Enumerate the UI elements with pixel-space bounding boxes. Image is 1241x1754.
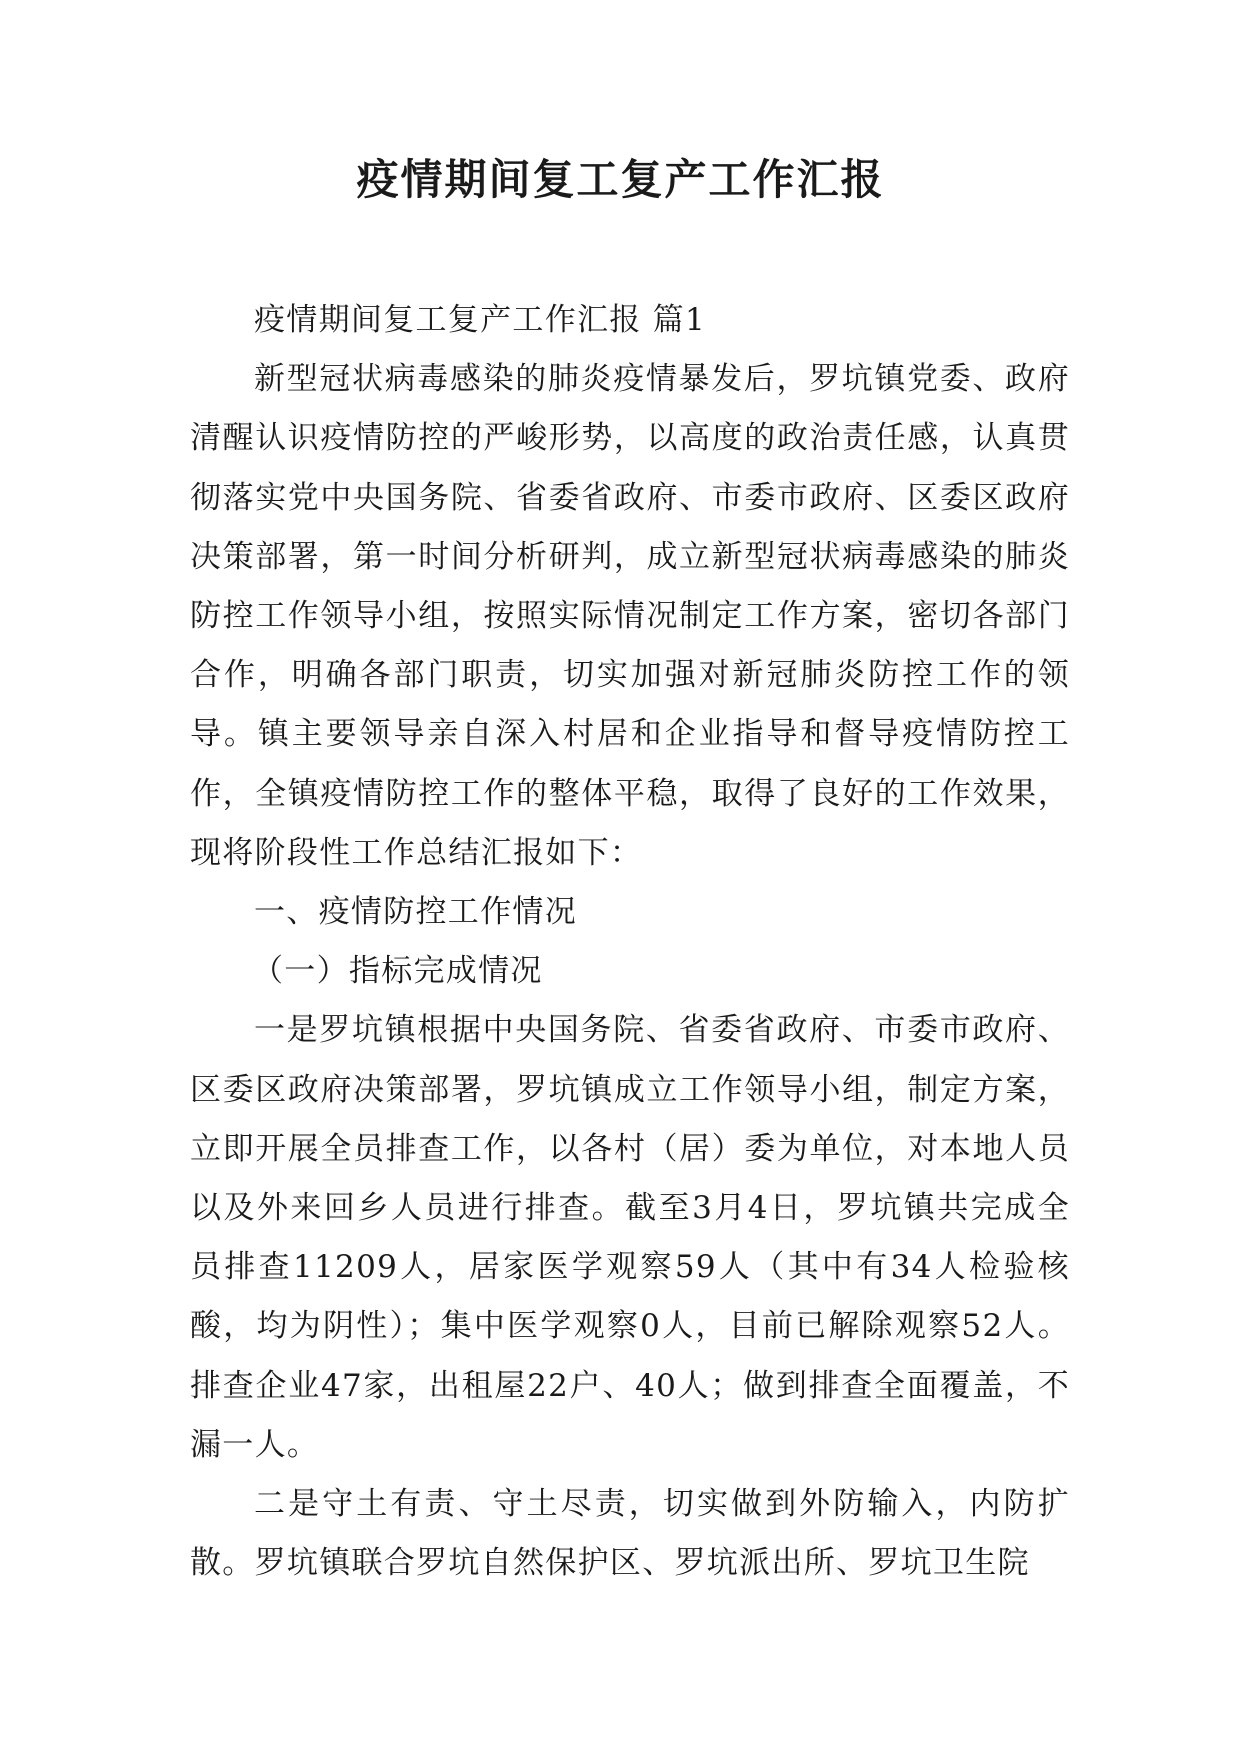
- heading-level-1: 一、疫情防控工作情况: [254, 894, 577, 931]
- section-heading: 疫情期间复工复产工作汇报 篇1: [254, 302, 707, 338]
- intro-paragraph: 新型冠状病毒感染的肺炎疫情暴发后，罗坑镇党委、政府清醒认识疫情防控的严峻形势，以高度的政治责任感，认真贯彻落实党中央国务院、省委省政府、市委市政府、区委区政府决策部署，第一时间分析研判，成立新型冠状病毒感染的肺炎防控工作领导小组，按照实际情况制定工作方案，密切各部门合作，明确各部门职责，切实加强对新冠肺炎防控工作的领导。镇主要领导亲自深入村居和企业指导和督导疫情防控工作，全镇疫情防控工作的整体平稳，取得了良好的工作效果，现将阶段性工作总结汇报如下：: [190, 361, 1070, 871]
- document-title: 疫情期间复工复产工作汇报: [356, 155, 885, 204]
- document-body: [190, 291, 1070, 1593]
- paragraph-second-point: 二是守土有责、守土尽责，切实做到外防输入，内防扩散。罗坑镇联合罗坑自然保护区、罗坑派出所、罗坑卫生院: [190, 1486, 1070, 1582]
- paragraph-first-point: 一是罗坑镇根据中央国务院、省委省政府、市委市政府、区委区政府决策部署，罗坑镇成立工作领导小组，制定方案，立即开展全员排查工作，以各村（居）委为单位，对本地人员以及外来回乡人员进行排查。截至3月4日，罗坑镇共完成全员排查11209人，居家医学观察59人（其中有34人检验核酸，均为阴性）；集中医学观察0人，目前已解除观察52人。排查企业47家，出租屋22户、40人；做到排查全面覆盖，不漏一人。: [190, 1012, 1070, 1463]
- heading-level-2: （一）指标完成情况: [252, 953, 543, 990]
